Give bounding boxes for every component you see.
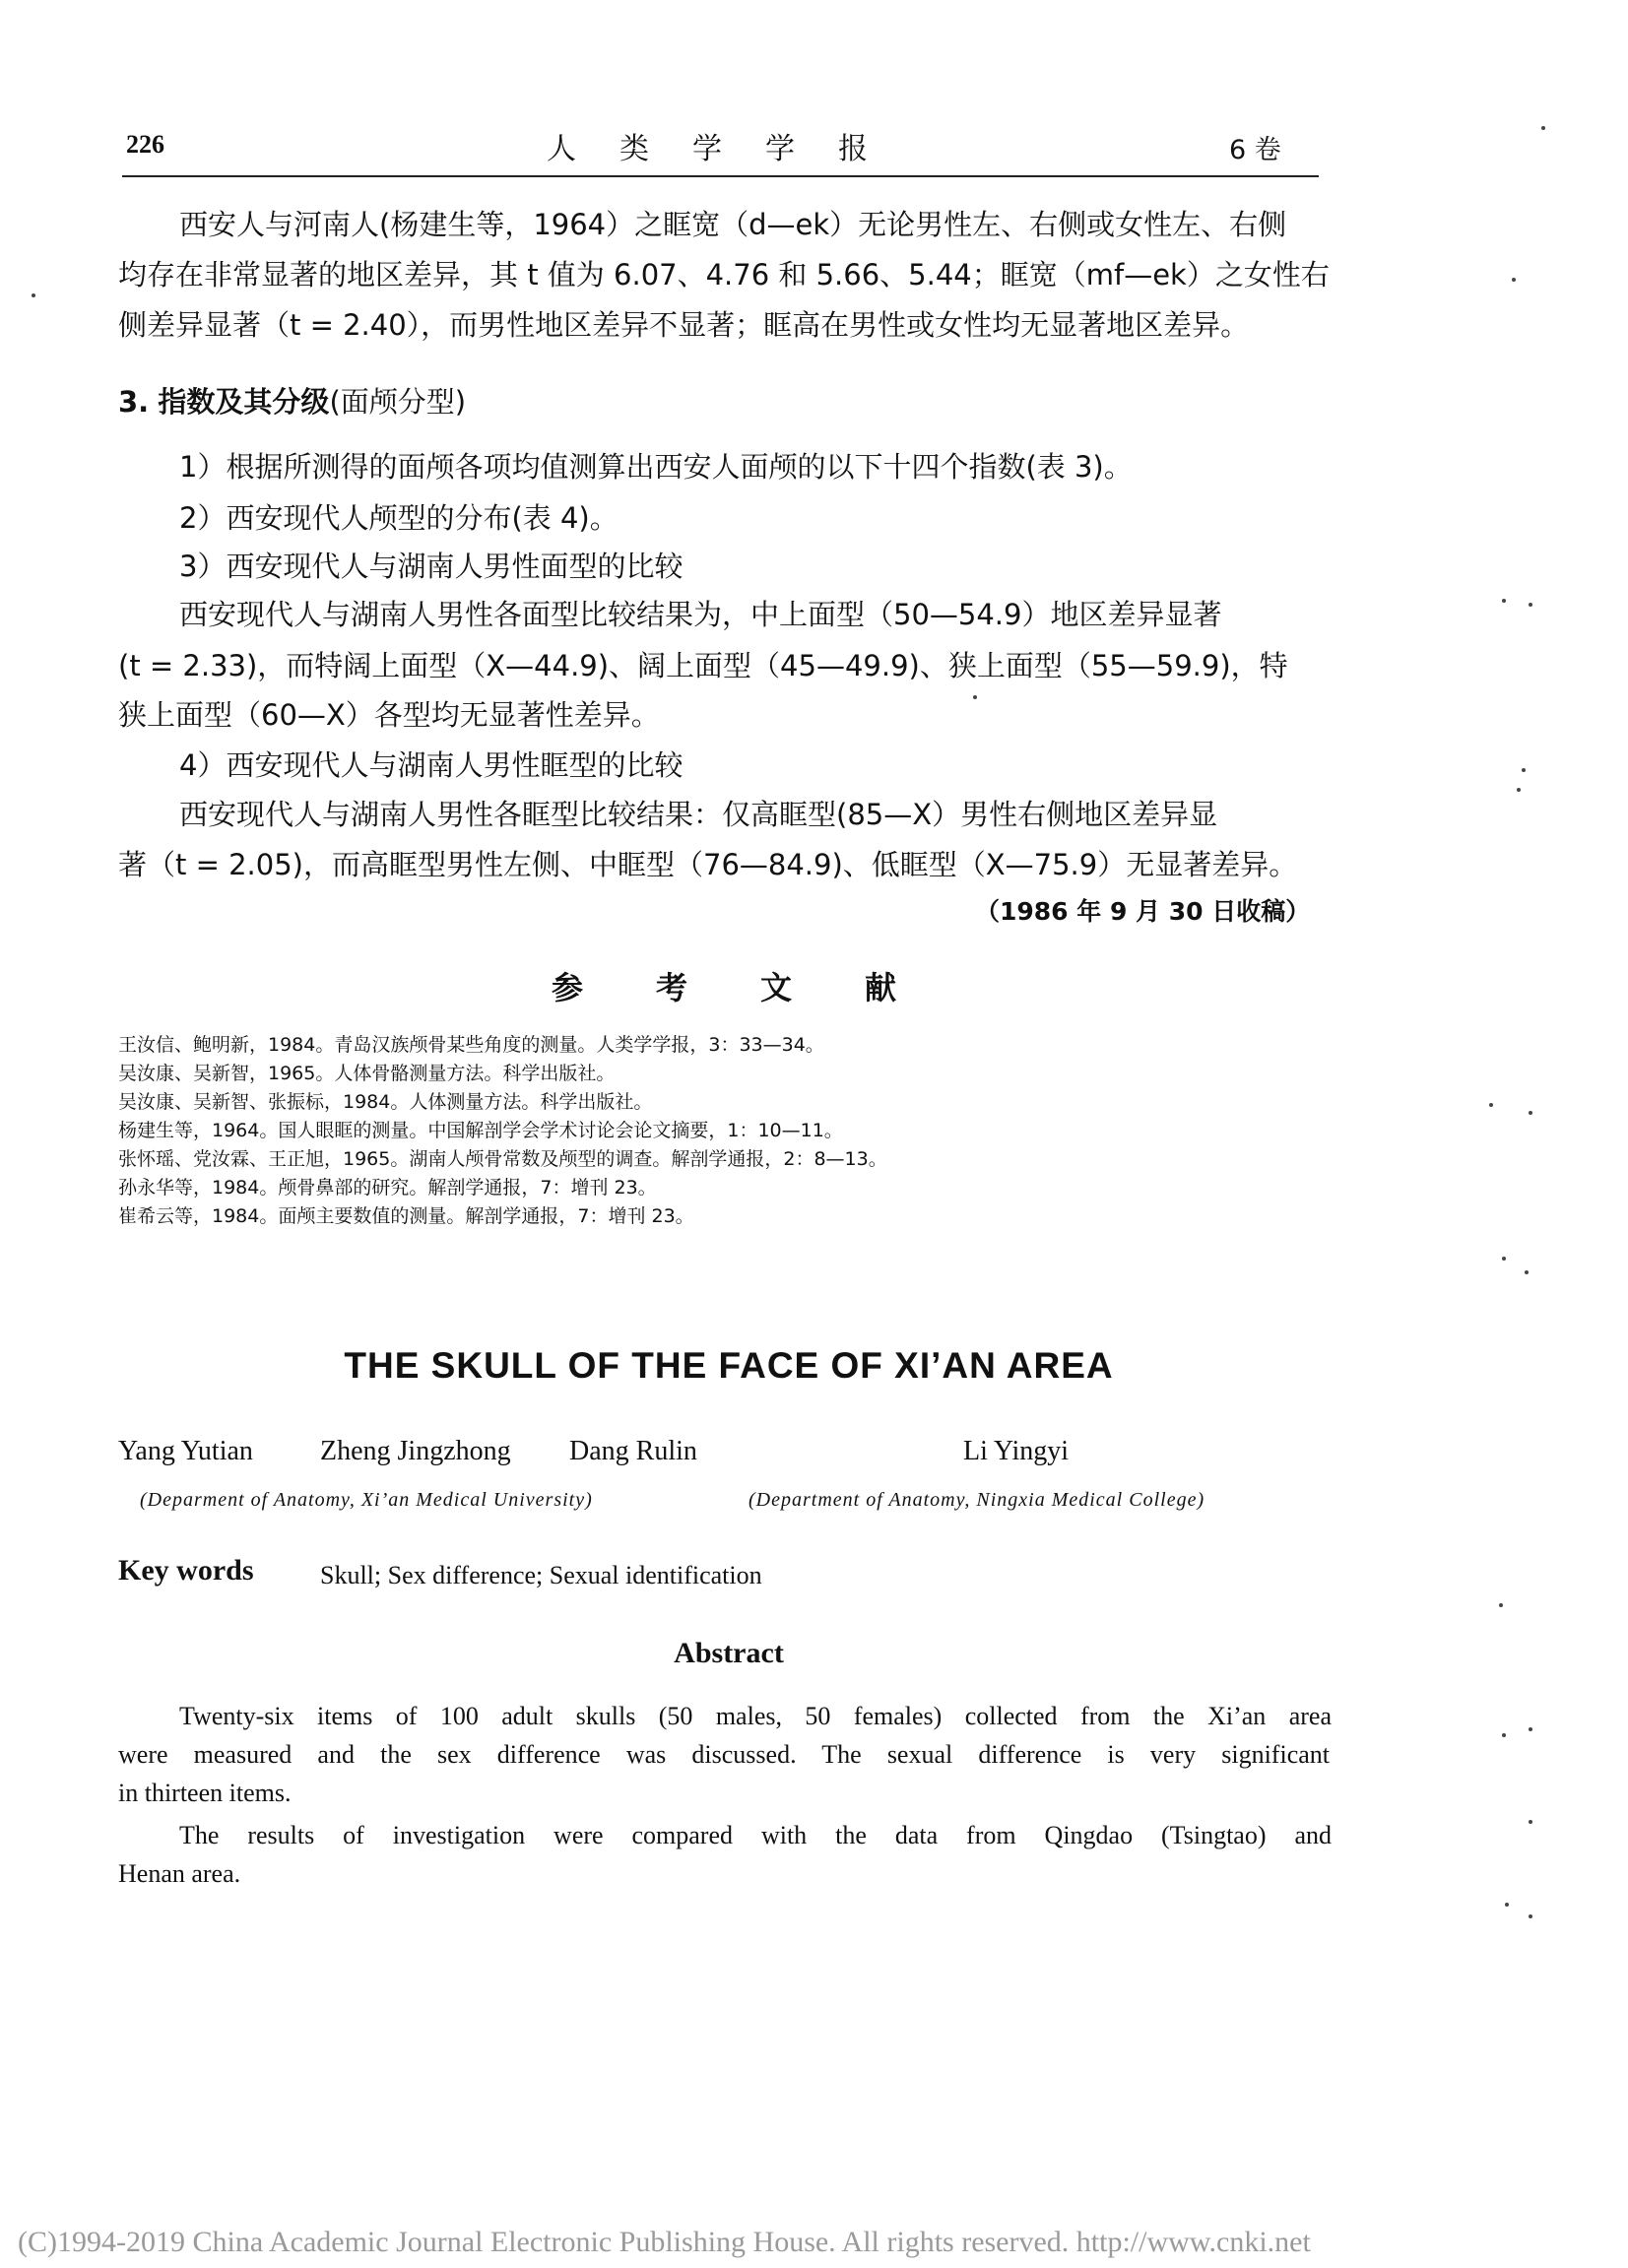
- reference-item: 吴汝康、吴新智、张振标，1984。人体测量方法。科学出版社。: [118, 1091, 653, 1113]
- author-name: Li Yingyi: [963, 1436, 1070, 1466]
- references-heading: 参考文献: [552, 969, 970, 1006]
- body-line: 狭上面型（60—X）各型均无显著性差异。: [118, 698, 660, 732]
- scan-speck: [1502, 1257, 1506, 1261]
- journal-title: 人类学学报: [547, 132, 911, 166]
- body-line: 西安现代人与湖南人男性各面型比较结果为，中上面型（50—54.9）地区差异显著: [179, 598, 1222, 631]
- scan-speck: [1505, 1903, 1509, 1907]
- reference-item: 张怀瑶、党汝霖、王正旭，1965。湖南人颅骨常数及颅型的调查。解剖学通报，2：8—13。: [118, 1148, 887, 1170]
- scan-speck: [1529, 603, 1532, 607]
- keywords-label: Key words: [118, 1554, 254, 1587]
- list-item: 3）西安现代人与湖南人男性面型的比较: [179, 550, 684, 583]
- abstract-line: were measured and the sex difference was discussed. The sexual difference is very significant: [118, 1740, 1330, 1769]
- scan-speck: [1541, 126, 1545, 130]
- scan-speck: [1529, 1111, 1532, 1115]
- scan-speck: [32, 293, 35, 297]
- section-subtitle: (面颅分型): [329, 385, 467, 419]
- scan-speck: [1502, 1733, 1506, 1737]
- list-item: 2）西安现代人颅型的分布(表 4)。: [179, 501, 619, 535]
- volume-label: 6 卷: [1229, 135, 1281, 165]
- author-name: Dang Rulin: [569, 1436, 697, 1466]
- scan-speck: [1499, 1603, 1503, 1607]
- section-heading: [118, 380, 466, 421]
- scan-speck: [1489, 1103, 1493, 1107]
- reference-item: 孙永华等，1984。颅骨鼻部的研究。解剖学通报，7：增刊 23。: [118, 1177, 657, 1199]
- body-line: (t = 2.33)，而特阔上面型（X—44.9)、阔上面型（45—49.9)、狭上面型（55—59.9)，特: [118, 649, 1288, 682]
- scan-speck: [1522, 768, 1526, 772]
- body-line: 西安人与河南人(杨建生等，1964）之眶宽（d—ek）无论男性左、右侧或女性左、右侧: [179, 208, 1287, 241]
- body-line: 均存在非常显著的地区差异，其 t 值为 6.07、4.76 和 5.66、5.44；眶宽（mf—ek）之女性右: [118, 258, 1330, 292]
- section-title: 指数及其分级: [158, 385, 330, 419]
- affiliation: (Deparment of Anatomy, Xi’an Medical University): [140, 1489, 593, 1511]
- abstract-line: Henan area.: [118, 1859, 241, 1888]
- page-number: 226: [126, 130, 164, 159]
- abstract-heading: Abstract: [674, 1637, 784, 1669]
- author-name: Yang Yutian: [118, 1436, 253, 1466]
- copyright-footer: (C)1994-2019 China Academic Journal Electronic Publishing House. All rights reserved. http://www.cnki.net: [18, 2226, 1311, 2258]
- abstract-line: Twenty-six items of 100 adult skulls (50 males, 50 females) collected from the Xi’an area: [179, 1702, 1332, 1730]
- list-item: 4）西安现代人与湖南人男性眶型的比较: [179, 748, 684, 782]
- body-line: 著（t = 2.05)，而高眶型男性左侧、中眶型（76—84.9)、低眶型（X—75.9）无显著差异。: [118, 848, 1298, 881]
- scan-speck: [1517, 788, 1521, 792]
- reference-item: 吴汝康、吴新智，1965。人体骨骼测量方法。科学出版社。: [118, 1063, 616, 1084]
- reference-item: 王汝信、鲍明新，1984。青岛汉族颅骨某些角度的测量。人类学学报，3：33—34。: [118, 1034, 824, 1056]
- body-line: 西安现代人与湖南人男性各眶型比较结果：仅高眶型(85—X）男性右侧地区差异显: [179, 798, 1218, 831]
- author-name: Zheng Jingzhong: [320, 1436, 511, 1466]
- abstract-line: in thirteen items.: [118, 1779, 292, 1807]
- keywords-text: Skull; Sex difference; Sexual identification: [320, 1561, 762, 1589]
- header-rule: [122, 175, 1319, 177]
- reference-item: 杨建生等，1964。国人眼眶的测量。中国解剖学会学术讨论会论文摘要，1：10—11。: [118, 1120, 843, 1141]
- english-title: THE SKULL OF THE FACE OF XI’AN AREA: [344, 1345, 1114, 1386]
- scan-speck: [1529, 1914, 1532, 1918]
- received-date: （1986 年 9 月 30 日收稿）: [975, 897, 1311, 926]
- scan-speck: [1529, 1820, 1532, 1824]
- scan-speck: [1529, 1727, 1532, 1731]
- scan-speck: [1525, 1270, 1529, 1274]
- affiliation: (Department of Anatomy, Ningxia Medical College): [749, 1489, 1205, 1511]
- reference-item: 崔希云等，1984。面颅主要数值的测量。解剖学通报，7：增刊 23。: [118, 1205, 694, 1227]
- section-number: 3.: [118, 385, 150, 419]
- abstract-line: The results of investigation were compared with the data from Qingdao (Tsingtao) and: [179, 1821, 1332, 1849]
- body-line: 侧差异显著（t = 2.40），而男性地区差异不显著；眶高在男性或女性均无显著地区差异。: [118, 308, 1250, 342]
- scan-speck: [1512, 278, 1516, 282]
- scan-speck: [973, 695, 977, 699]
- list-item: 1）根据所测得的面颅各项均值测算出西安人面颅的以下十四个指数(表 3)。: [179, 450, 1133, 484]
- scan-speck: [1502, 599, 1506, 603]
